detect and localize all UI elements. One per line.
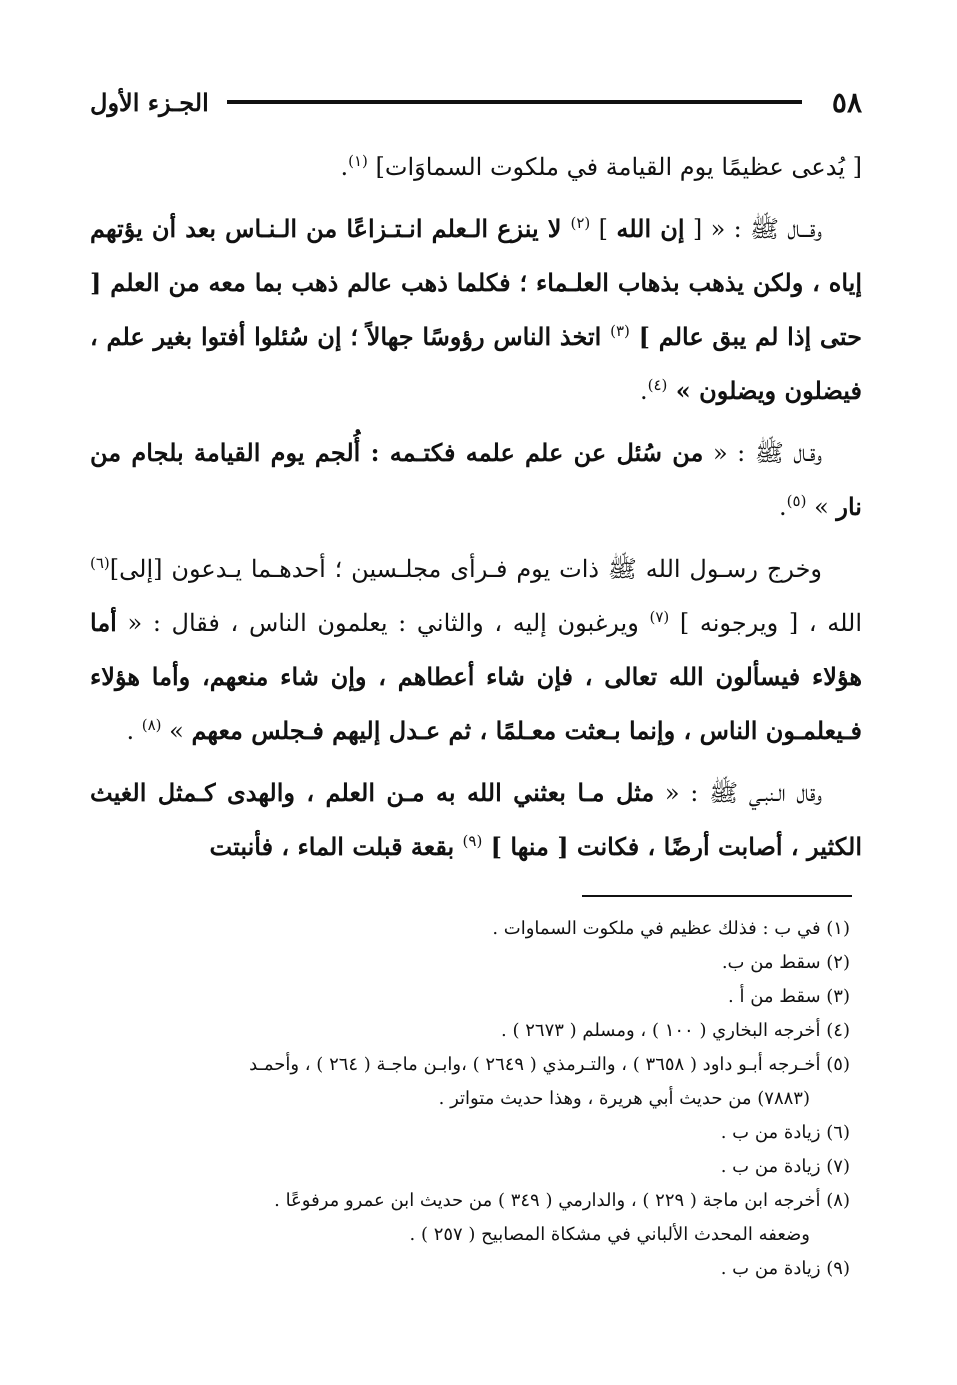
footnotes <box>90 912 850 1286</box>
p5-intro: وقال الـنبـي ﷺ : « <box>654 779 822 807</box>
page-header <box>90 82 862 122</box>
footnote-ref-5: (٥) <box>786 492 807 510</box>
p4-t4: أما هؤلاء فيسألون الله تعالى ، فإن شاء أعطاهم ، وإن شاء منعهم، وأما هؤلاء فـيعلمـون الناس ، وإنما بـعثت معـلمًا ، ثم عـدل إليهم فـجلس معهم <box>90 608 862 745</box>
header-rule <box>227 100 802 104</box>
footnote-9: (٩) زيادة من ب . <box>720 1258 850 1279</box>
p5-t2: بقعة قبلت الماء ، فأنبتت <box>209 832 463 861</box>
p1-end: . <box>340 153 349 181</box>
p3-close: » <box>806 493 837 521</box>
paragraph-2 <box>90 202 862 418</box>
footnote-5-continued: (٧٨٨٣) من حديث أبي هريرة ، وهذا حديث متواتر . <box>438 1088 810 1109</box>
paragraph-3 <box>90 426 862 534</box>
footnote-3: (٣) سقط من أ . <box>728 986 850 1007</box>
p4-close: » <box>161 717 192 745</box>
footnote-7: (٧) زيادة من ب . <box>720 1156 850 1177</box>
footnote-ref-2: (٢) <box>570 214 591 232</box>
p4-end: . <box>126 717 142 745</box>
p3-end: . <box>779 493 787 521</box>
footnote-8: (٨) أخرجه ابن ماجة ( ٢٢٩ ) ، والدارمي ( ٣٤٩ ) من حديث ابن عمرو مرفوعًا . <box>274 1190 850 1211</box>
p2-end: . <box>639 377 648 405</box>
p4-t1: وخرج رسـول الله ﷺ ذات يوم فـرأى مجلـسين ؛ أحدهـما يـدعون [إلى] <box>109 555 822 583</box>
footnote-ref-9: (٩) <box>462 832 483 850</box>
paragraph-1 <box>90 140 862 194</box>
footnote-5: (٥) أخـرجه أبـو داود ( ٣٦٥٨ ) ، والتـرمذي ( ٢٦٤٩ ) ،وابـن ماجـة ( ٢٦٤ ) ، وأحمـد <box>249 1054 850 1075</box>
footnote-ref-1: (١) <box>348 152 368 170</box>
p4-t3: ويرغبون إليه ، والثاني : يعلمون الناس ، فقال : « <box>116 609 650 637</box>
main-text <box>90 140 862 882</box>
footnote-1: (١) في ب : فذلك عظيم في ملكوت السماوات . <box>492 918 850 939</box>
paragraph-4 <box>90 542 862 758</box>
p3-intro: وقـال ﷺ : « <box>703 439 822 467</box>
p1-text: [ يُدعى عظيمًا يوم القيامة في ملكوت السماوَات] <box>367 153 862 181</box>
footnote-4: (٤) أخرجه البخاري ( ١٠٠ ) ، ومسلم ( ٢٦٧٣ ) . <box>501 1020 850 1041</box>
footnote-8-continued: وضعفه المحدث الألباني في مشكاة المصابيح ( ٢٥٧ ) . <box>409 1224 810 1245</box>
p2-intro: وقـــال ﷺ : « [ <box>684 215 822 243</box>
footnote-ref-3: (٣) <box>610 322 630 340</box>
footnote-ref-7: (٧) <box>649 608 670 626</box>
p2-t2: اتخذ الناس رؤوسًا جهالاً ؛ إن سُئلوا أفتوا بغير علم ، فيضلون ويضلون » <box>90 322 862 405</box>
p2-bracket: إن الله <box>616 214 685 243</box>
p2-t1: لا ينزع الـعلم انـتـزاعًا من الـنـاس بعد أن يؤتهم إياه ، ولكن يذهب بذهاب العلـماء ؛ فكلما ذهب عالم ذهب بما معه من العلم [ حتى إذا لم يبق عالم ] <box>90 214 863 351</box>
footnote-ref-8: (٨) <box>141 716 162 734</box>
footnote-6: (٦) زيادة من ب . <box>720 1122 850 1143</box>
paragraph-5 <box>90 766 862 874</box>
p3-t1: من سُئل عن علم علمه فكتـمه : أُلجم يوم القيامة بلجام من نار <box>90 438 862 521</box>
p2-b2: ] <box>590 215 617 243</box>
footnote-separator <box>582 895 852 897</box>
footnote-ref-6: (٦) <box>90 554 110 572</box>
footnote-ref-4: (٤) <box>647 376 668 394</box>
p4-t2: الله ، [ ويرجونه ] <box>669 609 863 637</box>
page-number: ٥٨ <box>831 85 862 119</box>
p5-t1: مثل مـا بعثني الله به مـن العلم ، والهدى كـمثل الغيث الكثير ، أصابت أرضًا ، فكانت [ منها ] <box>90 778 862 861</box>
footnote-2: (٢) سقط من ب. <box>721 952 850 973</box>
part-title: الجـزء الأول <box>90 87 209 117</box>
